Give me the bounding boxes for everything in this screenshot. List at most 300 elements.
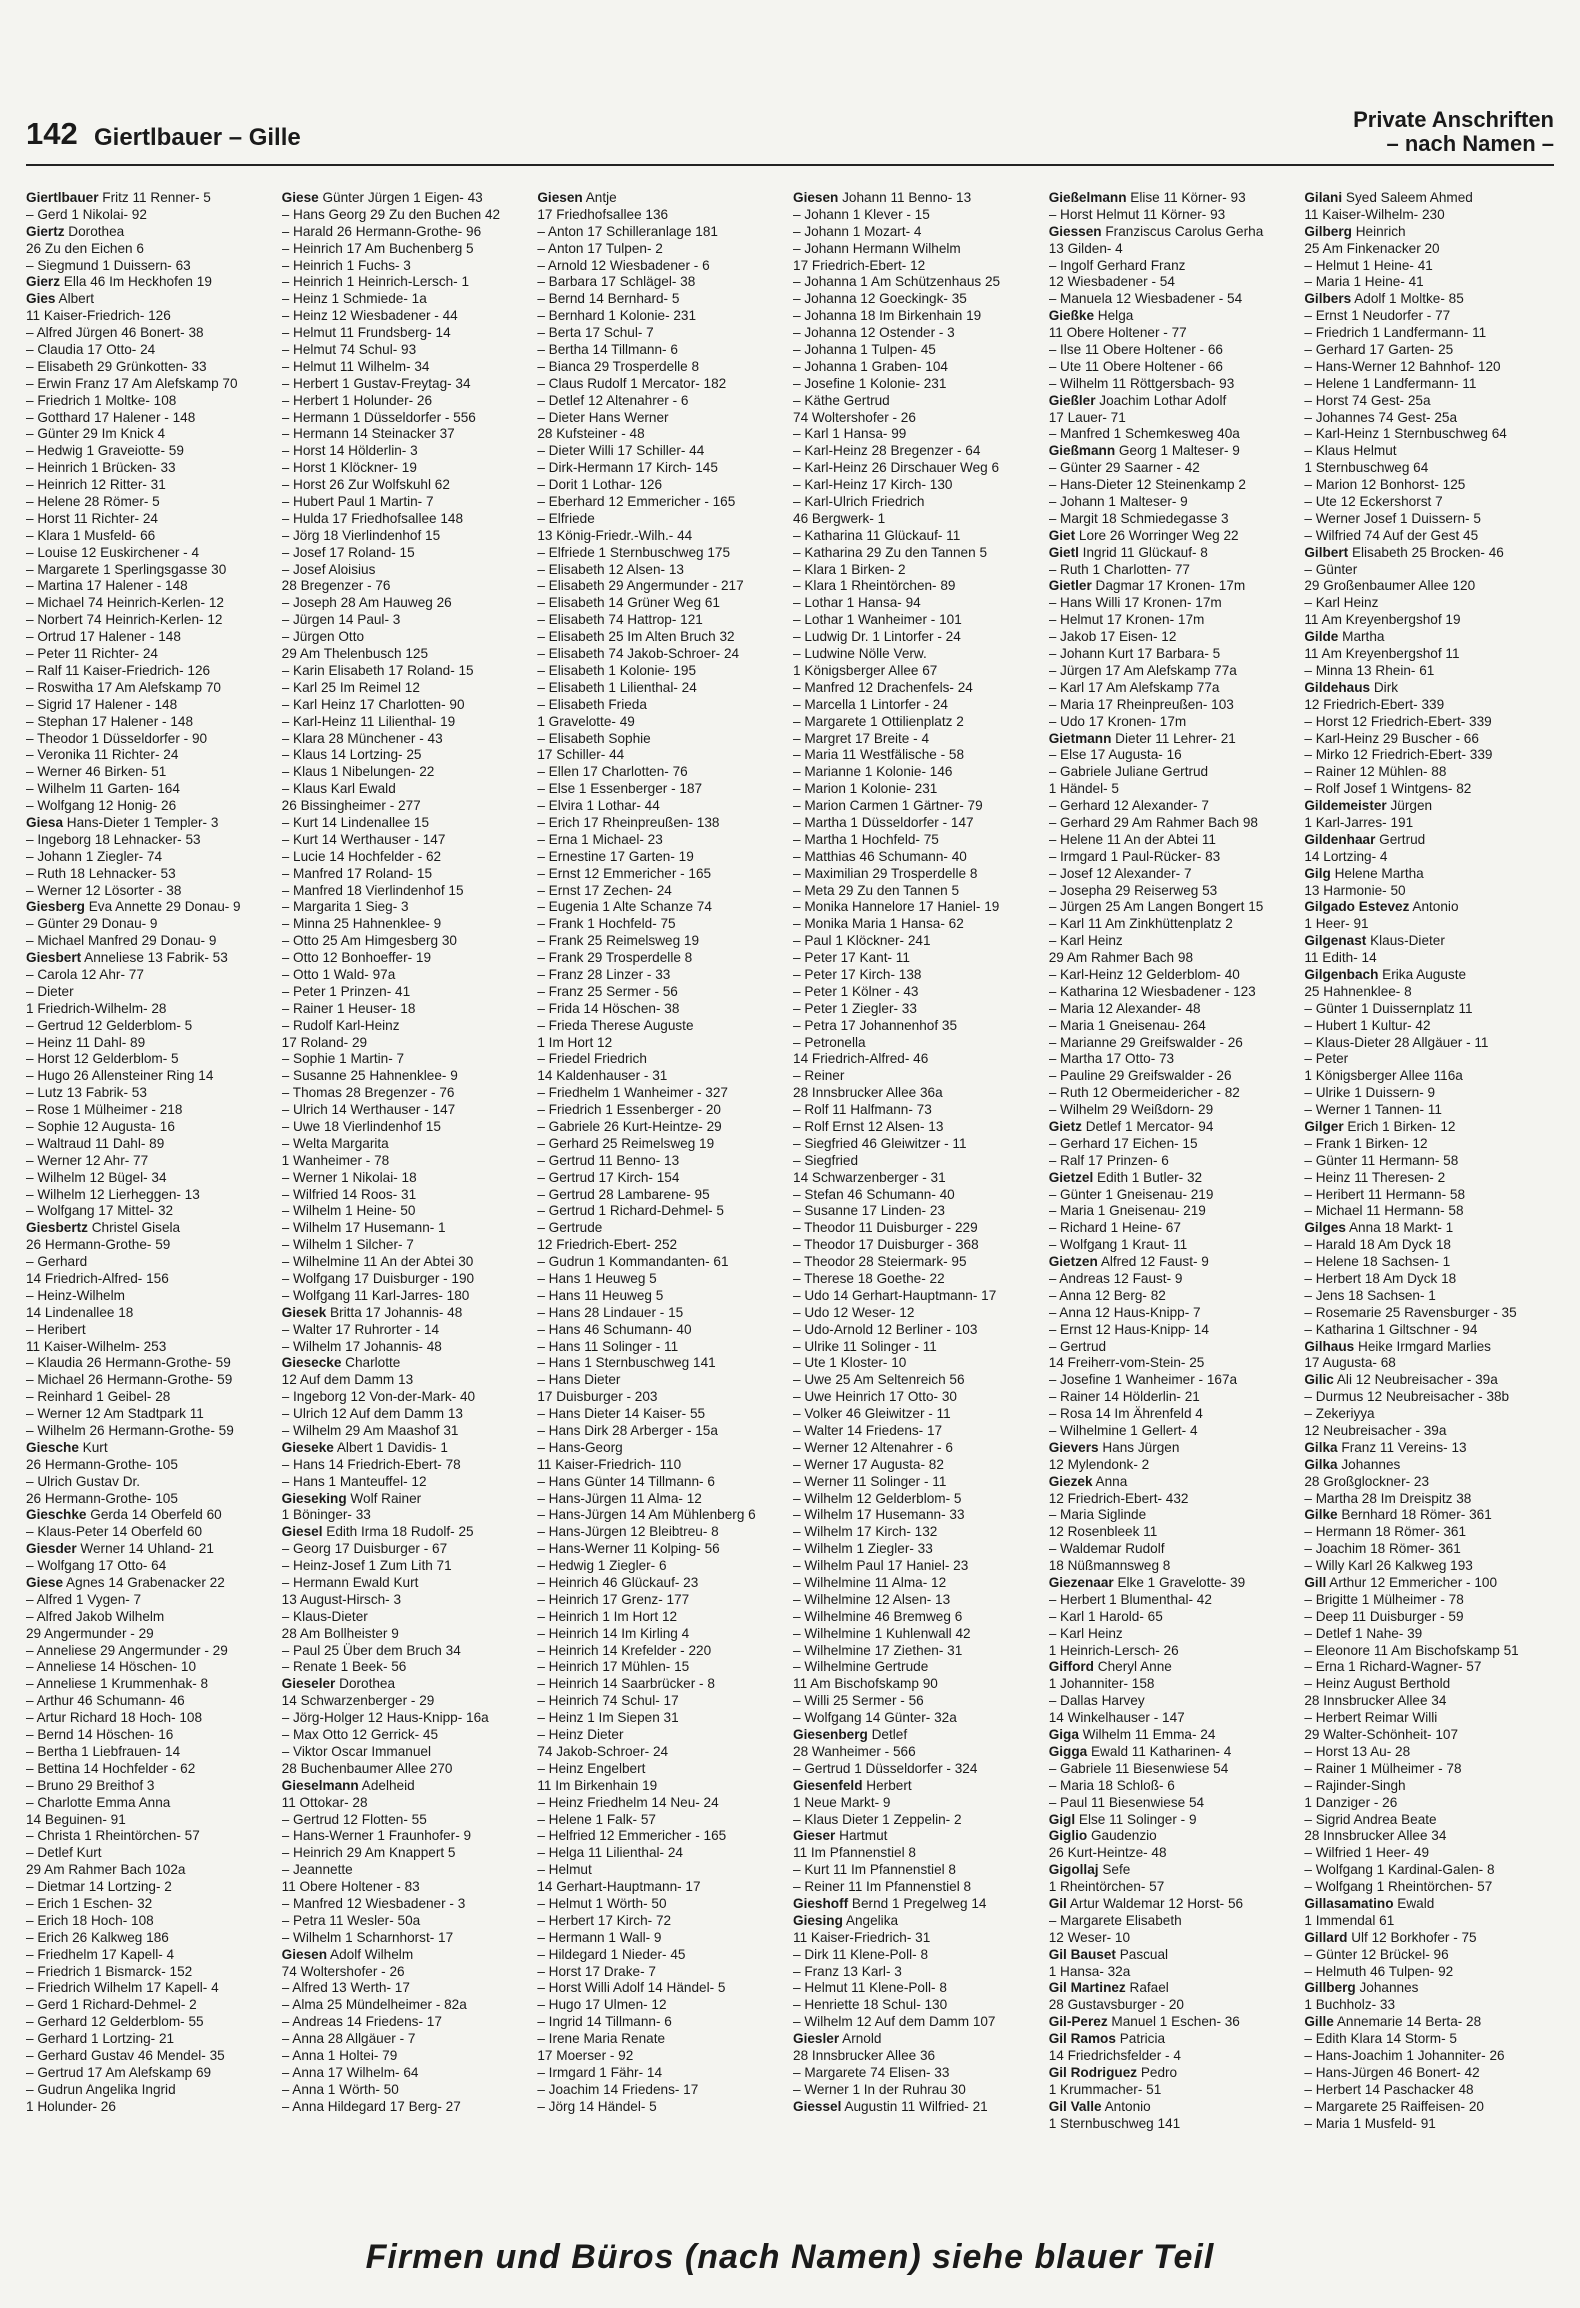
directory-entry: [1304, 1812, 1554, 1829]
entry-text: – Margarete 1 Ottilienplatz 2: [793, 713, 964, 729]
directory-entry: [793, 1119, 1043, 1136]
directory-entry: [282, 1305, 532, 1322]
entry-text: – Marianne 29 Greifswalder - 26: [1048, 1034, 1243, 1050]
directory-entry: [1049, 1845, 1299, 1862]
directory-entry: [282, 426, 532, 443]
entry-text: – Günter 11 Hermann- 58: [1304, 1152, 1459, 1168]
directory-entry: [793, 1761, 1043, 1778]
surname: Gilani: [1304, 190, 1343, 205]
directory-entry: [26, 1339, 276, 1356]
entry-text: – Hulda 17 Friedhofsallee 148: [281, 510, 464, 526]
entry-text: – Max Otto 12 Gerrick- 45: [281, 1727, 439, 1743]
directory-entry: [282, 1220, 532, 1237]
directory-entry: [1304, 1001, 1554, 1018]
directory-entry: [1049, 1254, 1299, 1271]
entry-text: 1 Immendal 61: [1304, 1912, 1395, 1928]
entry-text: – Joachim 18 Römer- 361: [1304, 1541, 1461, 1557]
entry-text: – Andreas 12 Faust- 9: [1048, 1271, 1183, 1286]
directory-entry: [26, 849, 276, 866]
entry-text: – Friedrich Wilhelm 17 Kapell- 4: [26, 1980, 219, 1996]
footer-note: Firmen und Büros (nach Namen) siehe blauer Teil: [365, 2238, 1215, 2276]
entry-text: 14 Winkelhauser - 147: [1048, 1710, 1185, 1726]
directory-entry: [1304, 1744, 1554, 1761]
directory-entry: [282, 1524, 532, 1541]
directory-entry: [1304, 1355, 1554, 1372]
directory-entry: [282, 1896, 532, 1913]
entry-text: Dorothea: [335, 1676, 396, 1692]
surname: Gießelmann: [1048, 190, 1127, 205]
directory-entry: [793, 1457, 1043, 1474]
directory-entry: [1304, 1051, 1554, 1068]
entry-text: 12 Friedrich-Ebert- 432: [1048, 1490, 1189, 1506]
entry-text: – Gertrud 11 Benno- 13: [537, 1152, 680, 1168]
entry-text: – Hubert Paul 1 Martin- 7: [281, 494, 434, 510]
directory-entry: [793, 2048, 1043, 2065]
directory-entry: [537, 1676, 787, 1693]
entry-text: – Karl 1 Hansa- 99: [793, 426, 907, 442]
directory-entry: [26, 1778, 276, 1795]
entry-text: – Hedwig 1 Graveiotte- 59: [26, 443, 184, 459]
directory-entry: [1049, 1457, 1299, 1474]
entry-text: – Werner Josef 1 Duissern- 5: [1304, 510, 1481, 526]
entry-text: – Ruth 1 Charlotten- 77: [1048, 561, 1190, 577]
entry-text: 29 Am Rahmer Bach 102a: [26, 1862, 186, 1878]
directory-entry: [793, 1170, 1043, 1187]
surname: Gille: [1304, 2014, 1334, 2030]
directory-entry: [26, 2065, 276, 2082]
entry-text: – Karl-Heinz 11 Lilienthal- 19: [281, 713, 456, 729]
directory-entry: [793, 1845, 1043, 1862]
directory-entry: [282, 612, 532, 629]
directory-entry: [26, 1423, 276, 1440]
entry-text: – Hans 14 Friedrich-Ebert- 78: [281, 1456, 461, 1472]
entry-text: – Rosemarie 25 Ravensburger - 35: [1304, 1304, 1517, 1320]
entry-text: – Louise 12 Euskirchener - 4: [26, 544, 200, 560]
directory-entry: [793, 747, 1043, 764]
entry-text: 12 Weser- 10: [1048, 1929, 1131, 1945]
entry-text: – Gerhard 12 Gelderblom- 55: [26, 2014, 204, 2030]
directory-entry: [1049, 1018, 1299, 1035]
directory-entry: [537, 258, 787, 275]
directory-entry: [1304, 308, 1554, 325]
entry-text: – Günter 29 Donau- 9: [26, 916, 158, 932]
directory-entry: [793, 342, 1043, 359]
directory-entry: [1049, 781, 1299, 798]
entry-text: – Gerhard 17 Garten- 25: [1304, 342, 1454, 358]
entry-text: – Wilhelm 12 Lierheggen- 13: [26, 1186, 200, 1202]
directory-entry: [1049, 410, 1299, 427]
directory-entry: [282, 1288, 532, 1305]
directory-entry: [537, 190, 787, 207]
entry-text: – Anna 28 Allgäuer - 7: [281, 2031, 416, 2047]
directory-entry: [26, 443, 276, 460]
entry-text: – Hugo 17 Ulmen- 12: [537, 1997, 667, 2013]
directory-entry: [537, 1778, 787, 1795]
entry-text: – Wilhelm 12 Bügel- 34: [26, 1169, 167, 1185]
directory-entry: [26, 764, 276, 781]
surname: Giese: [26, 1575, 64, 1591]
entry-text: Lore 26 Worringer Weg 22: [1075, 527, 1239, 543]
entry-text: – Siegfried 46 Gleiwitzer - 11: [793, 1135, 967, 1151]
directory-entry: [1049, 866, 1299, 883]
entry-text: Patricia: [1115, 2031, 1166, 2047]
entry-text: – Ulrike 1 Duissern- 9: [1304, 1085, 1436, 1101]
entry-text: 11 Obere Holtener - 77: [1048, 325, 1187, 341]
directory-entry: [1304, 1828, 1554, 1845]
directory-entry: [793, 224, 1043, 241]
entry-text: – Wilhelm 17 Kirch- 132: [793, 1524, 938, 1540]
entry-text: – Wolfgang 1 Rheintörchen- 57: [1304, 1879, 1493, 1895]
entry-text: – Karin Elisabeth 17 Roland- 15: [281, 662, 474, 678]
entry-text: Eva Annette 29 Donau- 9: [84, 899, 241, 915]
directory-entry: [793, 1710, 1043, 1727]
directory-entry: [1049, 1947, 1299, 1964]
entry-text: – Alfred 1 Vygen- 7: [26, 1591, 142, 1607]
directory-entry: [282, 1507, 532, 1524]
entry-text: – Carola 12 Ahr- 77: [26, 966, 144, 982]
directory-entry: [793, 781, 1043, 798]
entry-text: – Rolf Josef 1 Wintgens- 82: [1304, 781, 1472, 797]
entry-text: – Wilhelm 17 Husemann- 1: [281, 1220, 446, 1236]
directory-entry: [793, 984, 1043, 1001]
entry-text: 28 Kufsteiner - 48: [537, 426, 645, 442]
entry-text: – Waldemar Rudolf: [1048, 1541, 1165, 1557]
entry-text: – Karl 1 Harold- 65: [1048, 1608, 1163, 1624]
entry-text: Arthur 12 Emmericher - 100: [1326, 1575, 1498, 1591]
directory-entry: [26, 562, 276, 579]
entry-text: – Gerhard Gustav 46 Mendel- 35: [26, 2047, 225, 2063]
directory-entry: [1304, 1170, 1554, 1187]
directory-entry: [26, 1896, 276, 1913]
directory-entry: [282, 1372, 532, 1389]
directory-entry: [793, 1575, 1043, 1592]
directory-entry: [282, 984, 532, 1001]
directory-entry: [1304, 967, 1554, 984]
entry-text: Klaus-Dieter: [1366, 933, 1445, 949]
directory-entry: [282, 511, 532, 528]
directory-entry: [1049, 1322, 1299, 1339]
directory-entry: [1304, 832, 1554, 849]
entry-text: – Heinz-Wilhelm: [26, 1287, 125, 1303]
entry-text: – Wilhelmine 17 Ziethen- 31: [793, 1642, 963, 1658]
entry-text: Johannes: [1355, 1980, 1419, 1996]
directory-entry: [1304, 646, 1554, 663]
entry-text: – Minna 13 Rhein- 61: [1304, 662, 1435, 678]
header-rule: [26, 164, 1554, 166]
surname: Gil Valle: [1048, 2098, 1102, 2114]
entry-text: – Ruth 18 Lehnacker- 53: [26, 865, 176, 881]
entry-text: – Michael Manfred 29 Donau- 9: [26, 933, 217, 949]
directory-entry: [1304, 1237, 1554, 1254]
surname: Gietler: [1048, 578, 1092, 594]
entry-text: – Günter 12 Brückel- 96: [1304, 1946, 1449, 1962]
entry-text: – Willy Karl 26 Kalkweg 193: [1304, 1558, 1473, 1574]
directory-entry: [282, 1170, 532, 1187]
surname: Gilde: [1304, 629, 1339, 645]
directory-entry: [537, 1220, 787, 1237]
directory-entry: [26, 1474, 276, 1491]
directory-entry: [282, 781, 532, 798]
directory-entry: [282, 1862, 532, 1879]
directory-entry: [537, 224, 787, 241]
surname: Gil Bauset: [1048, 1946, 1116, 1962]
directory-entry: [537, 1795, 787, 1812]
entry-text: – Gertrud: [1048, 1338, 1107, 1354]
entry-text: – Dallas Harvey: [1048, 1693, 1145, 1709]
directory-entry: [1049, 764, 1299, 781]
entry-text: Sefe: [1098, 1862, 1131, 1878]
directory-entry: [537, 747, 787, 764]
surname: Gigga: [1048, 1743, 1088, 1759]
directory-entry: [537, 781, 787, 798]
entry-text: – Friedrich 1 Bismarck- 152: [26, 1963, 193, 1979]
entry-text: – Heinrich 14 Krefelder - 220: [537, 1642, 712, 1658]
entry-text: – Sigrid Andrea Beate: [1304, 1811, 1437, 1827]
entry-text: – Wilhelmine 11 An der Abtei 30: [281, 1254, 474, 1270]
entry-text: – Hans Willi 17 Kronen- 17m: [1048, 595, 1222, 611]
entry-text: – Herbert 17 Kirch- 72: [537, 1912, 672, 1928]
directory-entry: [1304, 562, 1554, 579]
entry-text: – Gerhard 12 Alexander- 7: [1048, 798, 1209, 814]
directory-entry: [26, 359, 276, 376]
directory-entry: [793, 376, 1043, 393]
entry-text: – Elisabeth 12 Alsen- 13: [537, 561, 684, 577]
directory-entry: [282, 1051, 532, 1068]
directory-entry: [537, 1980, 787, 1997]
directory-entry: [282, 697, 532, 714]
directory-entry: [537, 1896, 787, 1913]
surname: Gilbert: [1304, 544, 1349, 560]
entry-text: – Frank 1 Hochfeld- 75: [537, 916, 676, 932]
directory-entry: [537, 359, 787, 376]
entry-text: – Susanne 25 Hahnenklee- 9: [281, 1068, 458, 1084]
entry-text: 46 Bergwerk- 1: [793, 510, 886, 526]
surname: Gillasamatino: [1304, 1895, 1394, 1911]
entry-text: – Heinrich 1 Im Hort 12: [537, 1608, 678, 1624]
entry-text: – Kurt 14 Werthauser - 147: [281, 831, 446, 847]
entry-text: – Margret 17 Breite - 4: [793, 730, 930, 746]
entry-text: Werner 14 Uhland- 21: [76, 1541, 214, 1557]
entry-text: 13 Harmonie- 50: [1304, 882, 1406, 898]
surname: Giesbert: [26, 950, 82, 966]
entry-text: – Georg 17 Duisburger - 67: [281, 1541, 448, 1557]
directory-entry: [1049, 747, 1299, 764]
entry-text: – Petra 17 Johannenhof 35: [793, 1017, 958, 1033]
entry-text: – Hermann 14 Steinacker 37: [281, 426, 455, 442]
entry-text: 28 Bregenzer - 76: [281, 578, 391, 594]
entry-text: – Christa 1 Rheintörchen- 57: [26, 1828, 200, 1844]
entry-text: – Johann Kurt 17 Barbara- 5: [1048, 646, 1221, 662]
entry-text: – Werner 46 Birken- 51: [26, 764, 167, 780]
directory-entry: [26, 1980, 276, 1997]
directory-entry: [537, 984, 787, 1001]
directory-entry: [1304, 1795, 1554, 1812]
directory-entry: [793, 562, 1043, 579]
entry-text: Manuel 1 Eschen- 36: [1107, 2014, 1240, 2030]
entry-text: – Margarita 1 Sieg- 3: [281, 899, 409, 915]
entry-text: Albert: [55, 291, 95, 307]
entry-text: 11 Kaiser-Wilhelm- 253: [26, 1338, 167, 1354]
directory-entry: [1304, 1896, 1554, 1913]
directory-entry: [282, 1119, 532, 1136]
directory-entry: [537, 1524, 787, 1541]
directory-entry: [26, 190, 276, 207]
directory-entry: [1049, 1896, 1299, 1913]
entry-text: – Jens 18 Sachsen- 1: [1304, 1287, 1436, 1303]
entry-text: – Dieter Willi 17 Schiller- 44: [537, 443, 705, 459]
directory-entry: [537, 1930, 787, 1947]
directory-entry: [26, 460, 276, 477]
directory-entry: [26, 426, 276, 443]
directory-entry: [26, 714, 276, 731]
entry-text: 26 Zu den Eichen 6: [26, 240, 144, 256]
directory-entry: [1049, 697, 1299, 714]
entry-text: 1 Königsberger Allee 116a: [1304, 1068, 1463, 1084]
directory-entry: [1049, 477, 1299, 494]
entry-text: – Karl Heinz 17 Charlotten- 90: [281, 696, 465, 712]
directory-entry: [537, 1659, 787, 1676]
entry-text: – Wilhelm 26 Hermann-Grothe- 59: [26, 1423, 234, 1439]
directory-entry: [537, 1068, 787, 1085]
surname: Gilka: [1304, 1439, 1338, 1455]
entry-text: – Klaus 14 Lortzing- 25: [281, 747, 422, 763]
directory-entry: [537, 1136, 787, 1153]
directory-entry: [282, 528, 532, 545]
directory-entry: [537, 849, 787, 866]
directory-entry: [26, 1643, 276, 1660]
directory-entry: [282, 1947, 532, 1964]
entry-text: – Maria 1 Gneisenau- 264: [1048, 1017, 1206, 1033]
entry-text: – Werner 11 Solinger - 11: [793, 1473, 947, 1489]
directory-entry: [793, 2065, 1043, 2082]
directory-entry: [1304, 1136, 1554, 1153]
directory-entry: [26, 916, 276, 933]
directory-entry: [793, 1288, 1043, 1305]
entry-text: – Gertrud 12 Flotten- 55: [281, 1811, 427, 1827]
entry-text: – Hermann Ewald Kurt: [281, 1575, 419, 1591]
directory-entry: [1304, 2065, 1554, 2082]
entry-text: – Uwe 18 Vierlindenhof 15: [281, 1118, 441, 1134]
entry-text: – Susanne 17 Linden- 23: [793, 1203, 945, 1219]
directory-entry: [793, 1474, 1043, 1491]
directory-entry: [1304, 460, 1554, 477]
entry-text: – Wilhelm 11 Röttgersbach- 93: [1048, 375, 1235, 391]
entry-text: – Peter 11 Richter- 24: [26, 646, 158, 662]
directory-entry: [282, 815, 532, 832]
entry-text: – Waltraud 11 Dahl- 89: [26, 1135, 165, 1151]
entry-text: 1 Händel- 5: [1048, 781, 1119, 797]
entry-text: – Friedrich 1 Moltke- 108: [26, 392, 177, 408]
directory-entry: [1304, 1507, 1554, 1524]
directory-entry: [537, 1187, 787, 1204]
entry-text: Anna 18 Markt- 1: [1345, 1220, 1454, 1236]
entry-text: – Karl Heinz: [1048, 1625, 1123, 1641]
directory-entry: [537, 2031, 787, 2048]
entry-text: – Maria 18 Schloß- 6: [1048, 1777, 1175, 1793]
directory-entry: [26, 1271, 276, 1288]
entry-text: – Rosa 14 Im Ährenfeld 4: [1048, 1406, 1203, 1422]
entry-text: – Franz 13 Karl- 3: [793, 1963, 902, 1979]
entry-text: Albert 1 Davidis- 1: [333, 1439, 448, 1455]
surname: Giesecke: [281, 1355, 342, 1371]
entry-text: – Johanna 1 Graben- 104: [793, 358, 948, 374]
entry-text: – Hans 46 Schumann- 40: [537, 1321, 692, 1337]
entry-text: – Rainer 14 Hölderlin- 21: [1048, 1389, 1200, 1405]
entry-text: – Dieter Hans Werner: [537, 409, 669, 425]
surname: Gilges: [1304, 1220, 1346, 1236]
entry-text: – Jakob 17 Eisen- 12: [1048, 629, 1177, 645]
entry-text: – Jörg-Holger 12 Haus-Knipp- 16a: [281, 1710, 489, 1726]
directory-entry: [1304, 494, 1554, 511]
directory-entry: [1049, 511, 1299, 528]
entry-text: – Manfred 12 Wiesbadener - 3: [281, 1895, 466, 1911]
directory-entry: [26, 1507, 276, 1524]
directory-entry: [26, 1727, 276, 1744]
entry-text: Günter Jürgen 1 Eigen- 43: [318, 190, 483, 205]
surname: Gillard: [1304, 1929, 1348, 1945]
directory-entry: [537, 1085, 787, 1102]
directory-entry: [282, 1254, 532, 1271]
entry-text: Dagmar 17 Kronen- 17m: [1091, 578, 1246, 594]
directory-entry: [1049, 190, 1299, 207]
directory-entry: [26, 241, 276, 258]
directory-entry: [1049, 207, 1299, 224]
entry-text: – Klara 28 Münchener - 43: [281, 730, 443, 746]
directory-entry: [26, 1322, 276, 1339]
entry-text: 25 Hahnenklee- 8: [1304, 983, 1412, 999]
directory-entry: [1304, 1930, 1554, 1947]
entry-text: 1 Krummacher- 51: [1048, 2081, 1162, 2097]
surname: Gieseler: [281, 1676, 336, 1692]
directory-entry: [282, 1457, 532, 1474]
entry-text: Erika Auguste: [1378, 966, 1467, 982]
entry-text: – Bernhard 1 Kolonie- 231: [537, 308, 697, 324]
directory-entry: [537, 1828, 787, 1845]
directory-entry: [26, 1710, 276, 1727]
entry-text: – Hans 28 Lindauer - 15: [537, 1304, 684, 1320]
entry-text: – Klara 1 Birken- 2: [793, 561, 906, 577]
directory-entry: [1304, 359, 1554, 376]
entry-text: – Wolfgang 1 Kraut- 11: [1048, 1237, 1188, 1253]
directory-entry: [537, 1119, 787, 1136]
entry-text: – Gertrud 28 Lambarene- 95: [537, 1186, 710, 1202]
directory-entry: [793, 1423, 1043, 1440]
entry-text: Dorothea: [64, 223, 125, 239]
entry-text: – Matthias 46 Schumann- 40: [793, 848, 967, 864]
entry-text: – Karl-Heinz 29 Buscher - 66: [1304, 730, 1479, 746]
directory-entry: [1304, 1102, 1554, 1119]
entry-text: Hartmut: [835, 1828, 888, 1844]
directory-entry: [793, 629, 1043, 646]
directory-entry: [282, 663, 532, 680]
entry-text: – Helmut 11 Klene-Poll- 8: [793, 1980, 947, 1996]
entry-text: 29 Angermunder - 29: [26, 1625, 154, 1641]
entry-text: – Rudolf Karl-Heinz: [281, 1017, 400, 1033]
directory-entry: [537, 2065, 787, 2082]
directory-entry: [282, 410, 532, 427]
entry-text: – Sophie 1 Martin- 7: [281, 1051, 405, 1067]
directory-entry: [26, 1203, 276, 1220]
directory-entry: [537, 731, 787, 748]
entry-text: 13 August-Hirsch- 3: [281, 1591, 402, 1607]
directory-entry: [1304, 1271, 1554, 1288]
surname: Gilke: [1304, 1507, 1338, 1523]
entry-text: – Hugo 26 Allensteiner Ring 14: [26, 1068, 214, 1084]
directory-entry: [1049, 1288, 1299, 1305]
entry-text: – Horst 12 Friedrich-Ebert- 339: [1304, 713, 1492, 729]
directory-entry: [282, 1558, 532, 1575]
entry-text: – Renate 1 Beek- 56: [281, 1659, 407, 1675]
